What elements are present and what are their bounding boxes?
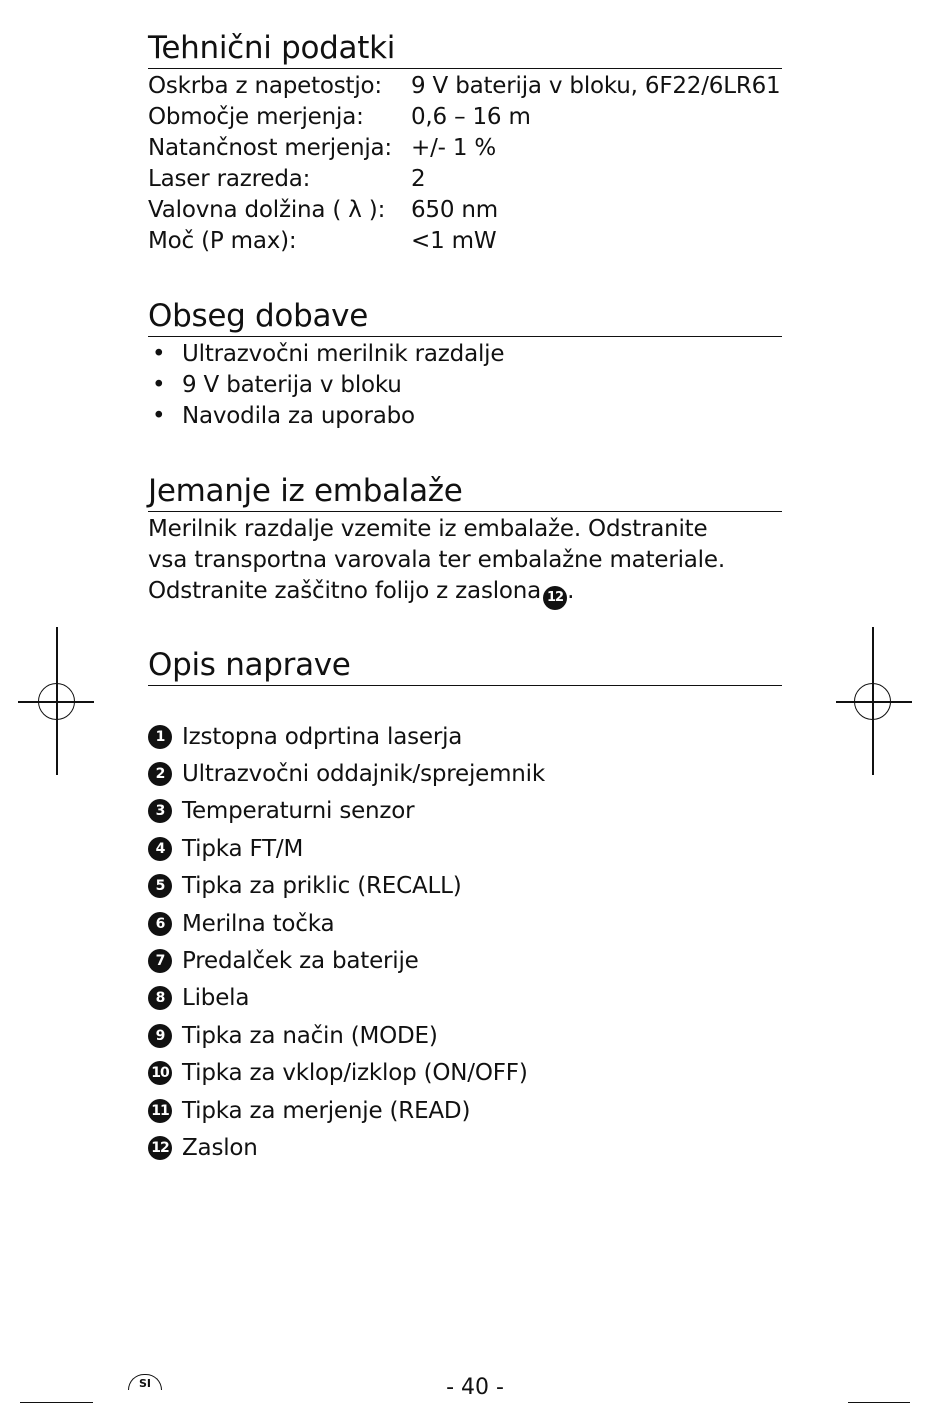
paragraph-line: Merilnik razdalje vzemite iz embalaže. Odstranite (148, 516, 708, 542)
spec-row (148, 195, 782, 226)
number-1-icon: 1 (148, 725, 172, 749)
number-3-icon: 3 (148, 799, 172, 823)
list-item (148, 755, 782, 792)
parts-list (148, 718, 782, 1167)
spec-row (148, 133, 782, 164)
bullet-icon: • (152, 341, 166, 367)
list-item (148, 1092, 782, 1129)
spec-label: Območje merjenja: (148, 104, 364, 130)
spec-value: 650 nm (411, 197, 498, 223)
list-item (148, 830, 782, 867)
part-label: Tipka za merjenje (READ) (182, 1097, 471, 1124)
page-number: - 40 - (446, 1375, 504, 1400)
list-item (148, 980, 782, 1017)
number-7-icon: 7 (148, 949, 172, 973)
paragraph-line: vsa transportna varovala ter embalažne materiale. (148, 547, 725, 573)
spec-row (148, 71, 782, 102)
part-label: Predalček za baterije (182, 948, 419, 975)
spec-row (148, 226, 782, 257)
part-label: Zaslon (182, 1134, 258, 1161)
registration-circle-icon (854, 683, 891, 720)
list-item-label: 9 V baterija v bloku (182, 372, 402, 398)
list-item (148, 942, 782, 979)
spec-value: +/- 1 % (411, 135, 497, 161)
unpacking-section (148, 471, 782, 610)
part-label: Tipka FT/M (182, 835, 304, 862)
list-item (148, 370, 782, 401)
number-8-icon: 8 (148, 986, 172, 1010)
spec-label: Laser razreda: (148, 166, 311, 192)
scope-section (148, 296, 782, 432)
spec-row (148, 102, 782, 133)
bullet-icon: • (152, 372, 166, 398)
list-item (148, 793, 782, 830)
spec-label: Oskrba z napetostjo: (148, 73, 382, 99)
part-label: Temperaturni senzor (182, 798, 415, 825)
spec-label: Valovna dolžina ( λ ): (148, 197, 386, 223)
paragraph-text: Odstranite zaščitno folijo z zaslona (148, 578, 542, 604)
bullet-icon: • (152, 403, 166, 429)
list-item (148, 1129, 782, 1166)
number-12-icon: 12 (148, 1136, 172, 1160)
list-item (148, 1055, 782, 1092)
list-item (148, 339, 782, 370)
list-item-label: Ultrazvočni merilnik razdalje (182, 341, 505, 367)
part-label: Tipka za priklic (RECALL) (182, 873, 462, 900)
list-item (148, 401, 782, 432)
spec-value: 9 V baterija v bloku, 6F22/6LR61 (411, 73, 781, 99)
paragraph-line (148, 576, 782, 610)
unpacking-heading: Jemanje iz embalaže (148, 471, 782, 512)
registration-circle-icon (38, 683, 75, 720)
part-label: Merilna točka (182, 910, 335, 937)
number-9-icon: 9 (148, 1024, 172, 1048)
description-heading: Opis naprave (148, 645, 782, 686)
number-2-icon: 2 (148, 762, 172, 786)
part-label: Libela (182, 985, 250, 1012)
crop-line-icon (20, 1402, 93, 1403)
paragraph-end: . (567, 578, 575, 604)
spec-value: 0,6 – 16 m (411, 104, 531, 130)
part-label: Izstopna odprtina laserja (182, 723, 463, 750)
spec-value: <1 mW (411, 228, 497, 254)
unpacking-paragraph (148, 514, 782, 610)
number-6-icon: 6 (148, 912, 172, 936)
list-item (148, 1017, 782, 1054)
spec-label: Moč (P max): (148, 228, 297, 254)
part-label: Tipka za vklop/izklop (ON/OFF) (182, 1060, 528, 1087)
list-item (148, 905, 782, 942)
description-section (148, 645, 782, 686)
scope-heading: Obseg dobave (148, 296, 782, 337)
spec-table (148, 71, 782, 257)
list-item (148, 868, 782, 905)
list-item-label: Navodila za uporabo (182, 403, 415, 429)
technical-data-heading: Tehnični podatki (148, 28, 782, 69)
part-label: Tipka za način (MODE) (182, 1022, 438, 1049)
spec-value: 2 (411, 166, 426, 192)
technical-data-section (148, 28, 782, 257)
list-item (148, 718, 782, 755)
number-5-icon: 5 (148, 874, 172, 898)
number-10-icon: 10 (148, 1061, 172, 1085)
scope-list (148, 339, 782, 432)
part-label: Ultrazvočni oddajnik/sprejemnik (182, 761, 545, 788)
crop-line-icon (848, 1402, 910, 1403)
spec-row (148, 164, 782, 195)
number-4-icon: 4 (148, 837, 172, 861)
number-12-icon: 12 (543, 586, 567, 610)
language-badge: SI (128, 1374, 162, 1390)
spec-label: Natančnost merjenja: (148, 135, 392, 161)
number-11-icon: 11 (148, 1099, 172, 1123)
